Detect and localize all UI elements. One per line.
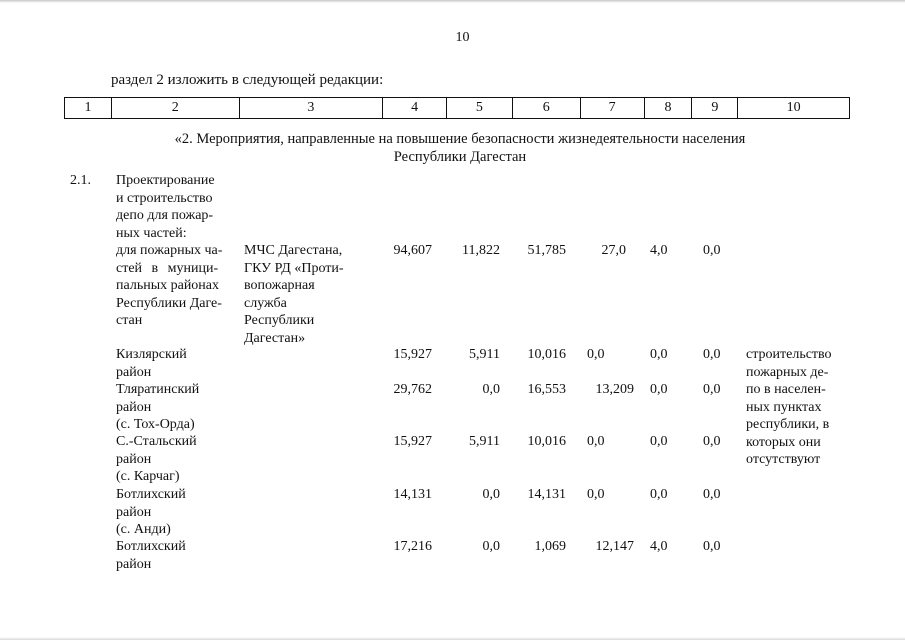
page-number: 10 — [455, 30, 470, 45]
value-col8: 0,0 — [650, 487, 668, 502]
executor-line: Республики — [244, 313, 315, 328]
value-col9: 0,0 — [703, 487, 721, 502]
district-label-line: район — [116, 504, 152, 520]
header-col-6: 6 — [513, 98, 581, 118]
group-label-line: стан — [116, 313, 143, 328]
group-label-line: для пожарных ча- — [116, 243, 223, 258]
item-title-line: и строительство — [116, 190, 213, 206]
district-label-line: Тляратинский — [116, 382, 200, 397]
value-col9: 0,0 — [703, 434, 721, 449]
value-col6: 1,069 — [534, 539, 566, 554]
section-title — [160, 130, 760, 166]
item-title-line: ных частей: — [116, 225, 187, 241]
value-col4: 15,927 — [393, 347, 432, 362]
header-col-10: 10 — [786, 100, 801, 115]
header-col-4: 4 — [383, 98, 447, 118]
executor-line: Дагестан» — [244, 330, 306, 346]
value-col5: 5,911 — [469, 347, 500, 362]
value-col6: 51,785 — [527, 243, 566, 258]
district-label-line: С.-Стальский — [116, 434, 197, 449]
group-label-line: Республики Даге- — [116, 295, 222, 311]
district-label — [116, 346, 187, 381]
value-col5: 11,822 — [462, 243, 500, 258]
value-col9: 0,0 — [703, 347, 721, 362]
value-col5: 0,0 — [482, 487, 500, 502]
value-col6: 10,016 — [527, 434, 566, 449]
district-label-line: (с. Анди) — [116, 522, 171, 537]
value-col8: 0,0 — [650, 382, 668, 397]
note-text — [746, 346, 832, 469]
district-label-line: (с. Карчаг) — [116, 469, 180, 484]
group-label-line: стей в муници- — [116, 260, 219, 276]
value-col5: 5,911 — [469, 434, 500, 449]
header-col-8: 8 — [645, 98, 693, 118]
value-col6: 14,131 — [527, 487, 566, 502]
value-col7: 27,0 — [601, 243, 626, 258]
item-title — [116, 172, 215, 242]
district-label-line: район — [116, 451, 152, 467]
district-label-line: Ботлихский — [116, 539, 186, 554]
intro-text: раздел 2 изложить в следующей редакции: — [111, 72, 384, 88]
note-line: республики, в — [746, 417, 830, 432]
scan-edge-top — [0, 0, 905, 3]
item-number: 2.1. — [70, 173, 91, 188]
note-line: строительство — [746, 347, 832, 362]
value-col9: 0,0 — [703, 243, 721, 258]
section-title-line: Республики Дагестан — [393, 149, 527, 165]
note-line: отсутствуют — [746, 452, 821, 467]
district-label — [116, 486, 186, 539]
group-label-line: пальных районах — [116, 278, 220, 293]
column-number-header — [64, 97, 850, 119]
value-col5: 0,0 — [482, 539, 500, 554]
district-label — [116, 433, 197, 486]
group-label — [116, 242, 232, 330]
value-col9: 0,0 — [703, 382, 721, 397]
value-col8: 4,0 — [650, 243, 668, 258]
value-col8: 4,0 — [650, 539, 668, 554]
executor-line: вопожарная — [244, 278, 315, 293]
header-col-1: 1 — [65, 98, 112, 118]
header-col-7: 7 — [581, 98, 645, 118]
district-label-line: (с. Тох-Орда) — [116, 417, 195, 432]
executor-line: ГКУ РД «Проти- — [244, 260, 344, 276]
value-col7: 0,0 — [587, 347, 605, 362]
executor — [244, 242, 344, 347]
note-line: ных пунктах — [746, 399, 822, 415]
value-col6: 10,016 — [527, 347, 566, 362]
value-col7: 13,209 — [595, 382, 634, 397]
executor-line: МЧС Дагестана, — [244, 243, 343, 258]
value-col8: 0,0 — [650, 347, 668, 362]
note-line: по в населен- — [746, 382, 826, 397]
district-label-line: Ботлихский — [116, 487, 186, 502]
district-label-line: район — [116, 364, 152, 380]
district-label — [116, 538, 186, 573]
header-col-5: 5 — [447, 98, 513, 118]
value-col4: 14,131 — [393, 487, 432, 502]
section-title-line: «2. Мероприятия, направленные на повышение безопасности жизнедеятельности населения — [174, 131, 746, 147]
district-label-line: район — [116, 399, 152, 415]
item-title-line: депо для пожар- — [116, 208, 214, 223]
value-col7: 12,147 — [595, 539, 634, 554]
executor-line: служба — [244, 295, 287, 311]
header-col-2: 2 — [112, 98, 240, 118]
value-col4: 94,607 — [393, 243, 432, 258]
note-line: которых они — [746, 434, 821, 450]
value-col4: 29,762 — [393, 382, 432, 397]
value-col9: 0,0 — [703, 539, 721, 554]
value-col8: 0,0 — [650, 434, 668, 449]
value-col7: 0,0 — [587, 487, 605, 502]
value-col5: 0,0 — [482, 382, 500, 397]
note-line: пожарных де- — [746, 364, 829, 380]
value-col7: 0,0 — [587, 434, 605, 449]
value-col4: 15,927 — [393, 434, 432, 449]
header-col-3: 3 — [240, 98, 384, 118]
value-col6: 16,553 — [527, 382, 566, 397]
item-title-line: Проектирование — [116, 173, 215, 188]
district-label — [116, 381, 199, 434]
value-col4: 17,216 — [393, 539, 432, 554]
header-col-9: 9 — [692, 98, 738, 118]
district-label-line: Кизлярский — [116, 347, 187, 362]
district-label-line: район — [116, 556, 152, 572]
